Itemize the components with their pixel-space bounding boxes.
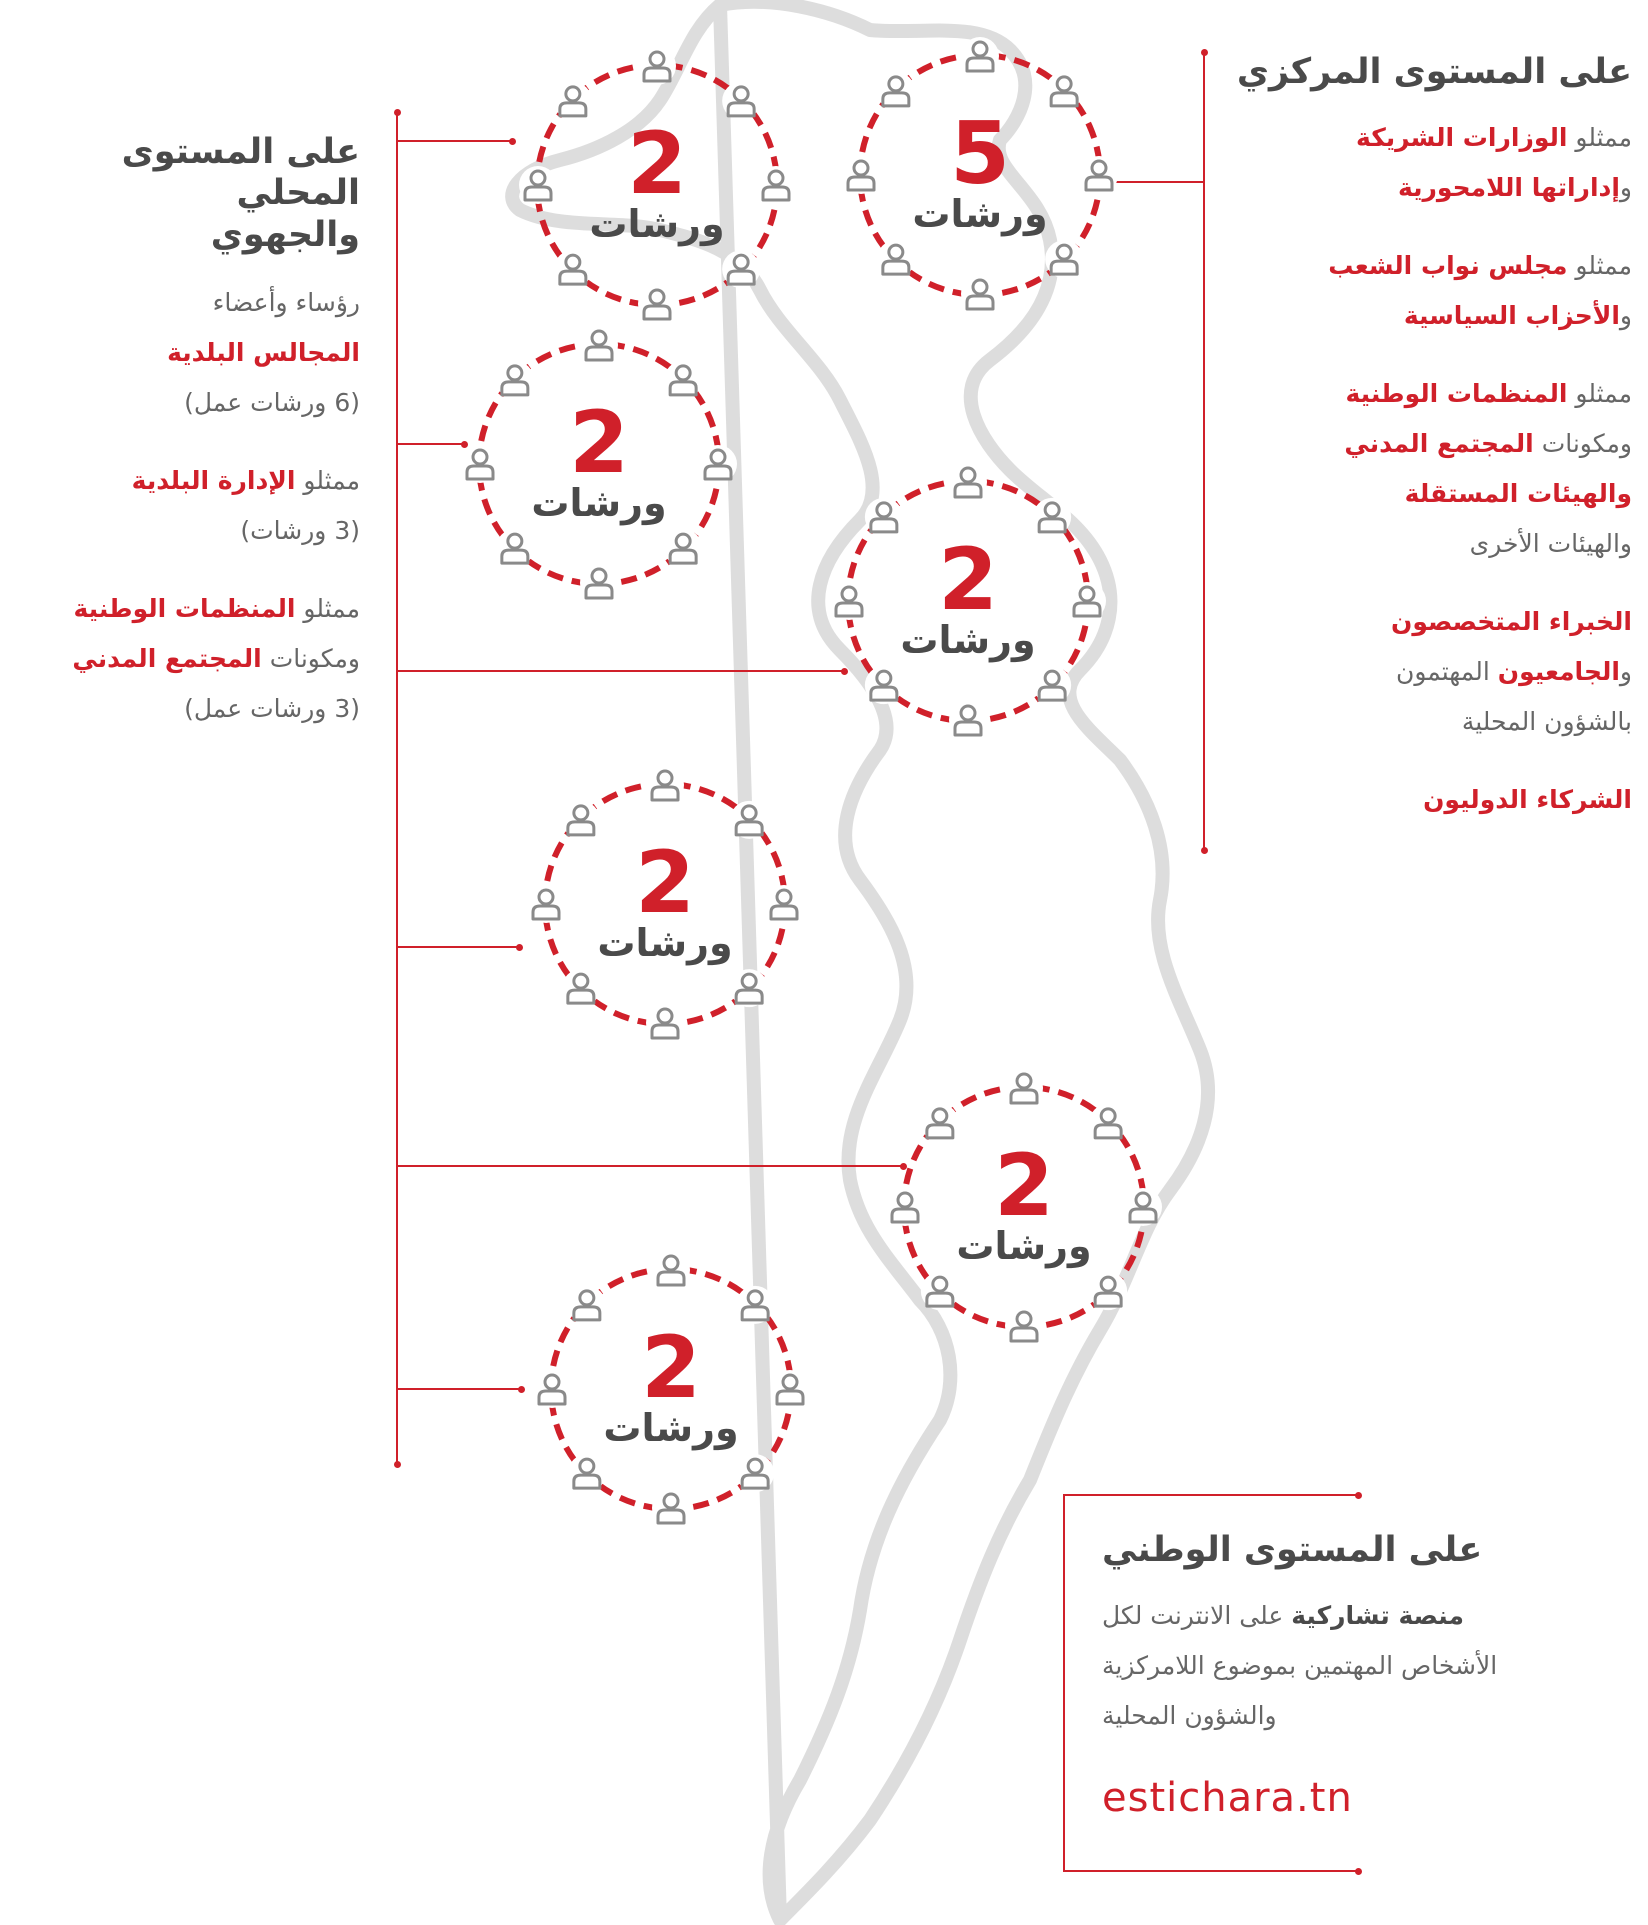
text-line <box>1222 469 1632 519</box>
text-line <box>1222 419 1632 469</box>
text-line <box>10 328 360 378</box>
workshop-label: ورشات <box>603 1406 739 1450</box>
title-line: المحلي <box>236 173 360 214</box>
workshop-count: 5 <box>950 104 1010 204</box>
workshop-label: ورشات <box>912 192 1048 236</box>
person-icon <box>921 1272 959 1310</box>
text-line <box>10 378 360 428</box>
person-icon <box>736 1286 774 1324</box>
text-segment: و <box>1619 301 1632 331</box>
local-level-block <box>10 132 360 762</box>
text-segment: رؤساء وأعضاء <box>212 287 360 317</box>
highlight-text: المجتمع المدني <box>1344 429 1534 459</box>
person-icon <box>699 445 737 483</box>
person-icon <box>771 1370 809 1408</box>
person-icon <box>519 166 557 204</box>
person-icon <box>722 250 760 288</box>
text-line <box>1222 241 1632 291</box>
workshop-label: ورشات <box>597 921 733 965</box>
person-icon <box>949 701 987 739</box>
workshop-count: 2 <box>569 393 629 493</box>
national-level-title: على المستوى الوطني <box>1102 1530 1483 1570</box>
person-icon <box>527 885 565 923</box>
person-icon <box>652 1251 690 1289</box>
person-icon <box>580 326 618 364</box>
person-icon <box>877 72 915 110</box>
workshop-label: ورشات <box>900 618 1036 662</box>
person-icon <box>638 285 676 323</box>
text-segment: ممثلو <box>1567 379 1632 409</box>
central-group <box>1222 369 1632 569</box>
text-segment: والشؤون المحلية <box>1102 1701 1277 1731</box>
workshop-count: 2 <box>627 114 687 214</box>
person-icon <box>1080 156 1118 194</box>
text-line <box>1222 597 1632 647</box>
workshop-count: 2 <box>641 1318 701 1418</box>
highlight-text: والهيئات المستقلة <box>1404 479 1632 509</box>
highlight-text: المجالس البلدية <box>167 337 360 367</box>
local-group <box>10 584 360 734</box>
highlight-text: الإدارة البلدية <box>131 465 296 495</box>
text-segment: على الانترنت لكل <box>1102 1601 1292 1631</box>
text-segment: والهيئات الأخرى <box>1469 529 1632 559</box>
text-segment: (3 ورشات عمل) <box>184 693 360 723</box>
highlight-text: الوزارات الشريكة <box>1356 123 1568 153</box>
text-segment: المهتمون <box>1395 657 1498 687</box>
highlight-text: الشركاء الدوليون <box>1423 785 1632 815</box>
highlight-text: الأحزاب السياسية <box>1403 301 1620 331</box>
person-icon <box>1045 240 1083 278</box>
highlight-text: الجامعيون <box>1497 657 1620 687</box>
workshop-count: 2 <box>635 833 695 933</box>
person-icon <box>461 445 499 483</box>
title-line: والجهوي <box>210 214 360 255</box>
text-line <box>1222 163 1632 213</box>
text-line <box>1222 647 1632 697</box>
person-icon <box>568 1286 606 1324</box>
text-line <box>10 684 360 734</box>
text-line <box>1222 775 1632 825</box>
person-icon <box>961 37 999 75</box>
platform-link[interactable]: estichara.tn <box>1102 1775 1353 1821</box>
person-icon <box>877 240 915 278</box>
person-icon <box>646 1004 684 1042</box>
text-line <box>1222 519 1632 569</box>
text-line <box>1222 369 1632 419</box>
text-line <box>1222 697 1632 747</box>
person-icon <box>664 529 702 567</box>
person-icon <box>580 564 618 602</box>
workshop-label: ورشات <box>531 481 667 525</box>
person-icon <box>842 156 880 194</box>
central-group <box>1222 241 1632 341</box>
text-line <box>10 278 360 328</box>
person-icon <box>1005 1307 1043 1345</box>
person-icon <box>886 1188 924 1226</box>
person-icon <box>496 361 534 399</box>
person-icon <box>562 969 600 1007</box>
person-icon <box>646 766 684 804</box>
person-icon <box>1124 1188 1162 1226</box>
text-line <box>1222 291 1632 341</box>
person-icon <box>1005 1069 1043 1107</box>
text-segment: ومكونات <box>261 643 360 673</box>
person-icon <box>568 1454 606 1492</box>
text-line <box>1102 1641 1602 1691</box>
highlight-text: إداراتها اللامحورية <box>1397 173 1620 203</box>
person-icon <box>730 969 768 1007</box>
person-icon <box>921 1104 959 1142</box>
person-icon <box>765 885 803 923</box>
text-segment: ممثلو <box>1567 123 1632 153</box>
person-icon <box>554 250 592 288</box>
text-segment: (6 ورشات عمل) <box>184 387 360 417</box>
person-icon <box>652 1489 690 1527</box>
national-level-block <box>1102 1530 1602 1741</box>
local-group <box>10 456 360 556</box>
person-icon <box>496 529 534 567</box>
person-icon <box>1089 1104 1127 1142</box>
person-icon <box>1068 582 1106 620</box>
local-group <box>10 278 360 428</box>
person-icon <box>562 801 600 839</box>
text-line <box>10 506 360 556</box>
person-icon <box>1033 498 1071 536</box>
text-segment: ممثلو <box>295 593 360 623</box>
workshop-label: ورشات <box>956 1224 1092 1268</box>
person-icon <box>554 82 592 120</box>
text-segment: منصة تشاركية <box>1291 1601 1464 1631</box>
central-level-block <box>1222 52 1632 853</box>
person-icon <box>722 82 760 120</box>
highlight-text: المجتمع المدني <box>72 643 262 673</box>
text-line <box>10 456 360 506</box>
workshop-count: 2 <box>938 530 998 630</box>
person-icon <box>949 463 987 501</box>
text-segment: الأشخاص المهتمين بموضوع اللامركزية <box>1102 1651 1498 1681</box>
workshop-count: 2 <box>994 1136 1054 1236</box>
central-level-title: على المستوى المركزي <box>1236 52 1632 92</box>
person-icon <box>757 166 795 204</box>
text-line <box>1102 1691 1602 1741</box>
person-icon <box>664 361 702 399</box>
text-line <box>10 584 360 634</box>
text-line <box>1102 1591 1602 1641</box>
person-icon <box>1045 72 1083 110</box>
local-level-title <box>10 132 360 256</box>
person-icon <box>638 47 676 85</box>
text-segment: ممثلو <box>1567 251 1632 281</box>
text-segment: ممثلو <box>295 465 360 495</box>
person-icon <box>736 1454 774 1492</box>
workshop-label: ورشات <box>589 202 725 246</box>
text-segment: ومكونات <box>1533 429 1632 459</box>
person-icon <box>865 498 903 536</box>
text-line <box>1222 113 1632 163</box>
text-segment: و <box>1619 657 1632 687</box>
central-group <box>1222 597 1632 747</box>
text-segment: و <box>1619 173 1632 203</box>
person-icon <box>961 275 999 313</box>
person-icon <box>1033 666 1071 704</box>
person-icon <box>730 801 768 839</box>
national-description <box>1102 1591 1602 1741</box>
highlight-text: المنظمات الوطنية <box>73 593 296 623</box>
person-icon <box>830 582 868 620</box>
highlight-text: المنظمات الوطنية <box>1345 379 1568 409</box>
person-icon <box>533 1370 571 1408</box>
person-icon <box>1089 1272 1127 1310</box>
central-group <box>1222 113 1632 213</box>
person-icon <box>865 666 903 704</box>
central-group <box>1222 775 1632 825</box>
text-segment: (3 ورشات) <box>240 515 360 545</box>
title-line: على المستوى <box>121 132 360 172</box>
text-segment: بالشؤون المحلية <box>1461 707 1632 737</box>
text-line <box>10 634 360 684</box>
highlight-text: الخبراء المتخصصون <box>1390 607 1632 637</box>
highlight-text: مجلس نواب الشعب <box>1328 251 1568 281</box>
